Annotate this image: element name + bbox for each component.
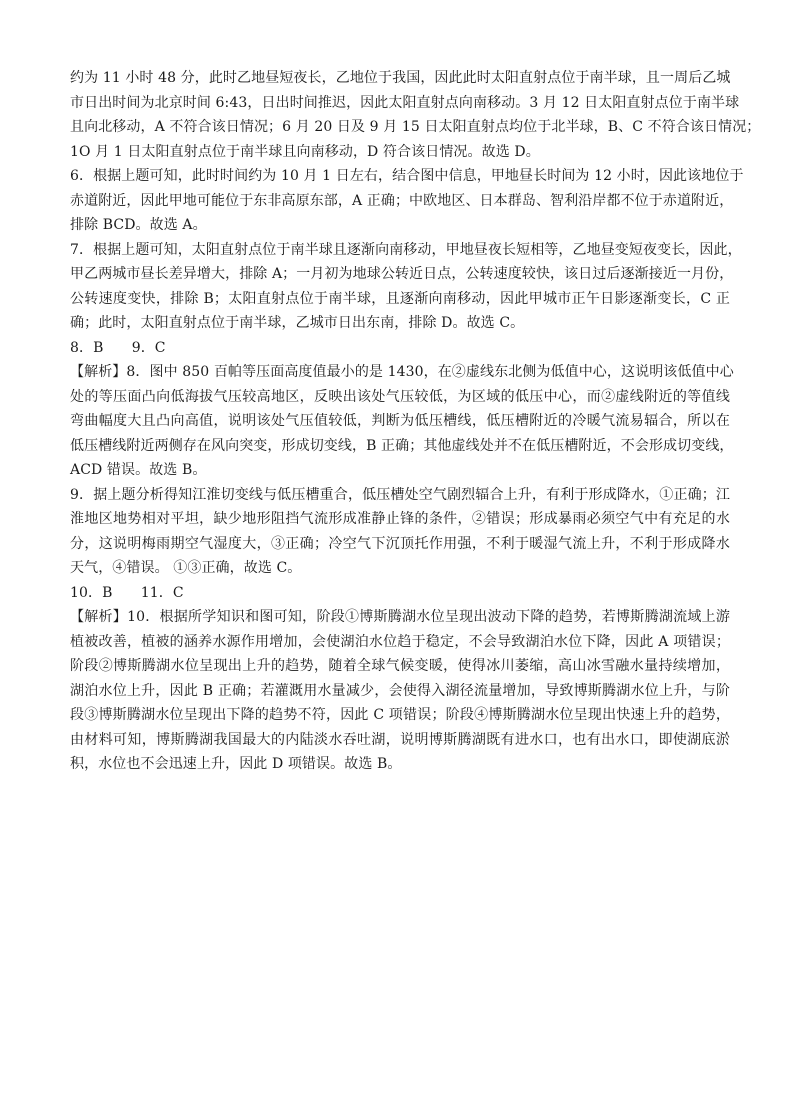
text-line: 确；此时，太阳直射点位于南半球，乙城市日出东南，排除 D。故选 C。 xyxy=(70,315,525,331)
text-line: 市日出时间为北京时间 6:43，日出时间推迟，因此太阳直射点向南移动。3 月 12 日太阳直射点位于南半球 xyxy=(70,94,740,111)
text-line: 且向北移动，A 不符合该日情况；6 月 20 日及 9 月 15 日太阳直射点均位于北半球，B、C 不符合该日情况； xyxy=(70,119,761,135)
text-line: 处的等压面凸向低海拔气压较高地区，反映出该处气压较低，为区域的低压中心，而②虚线附近的等值线 xyxy=(70,388,730,405)
text-line: 8．B 9．C xyxy=(70,339,166,356)
text-line: ACD 错误。故选 B。 xyxy=(70,462,207,478)
text-line: 湖泊水位上升，因此 B 正确；若灌溉用水量减少，会使得入湖径流量增加，导致博斯腾湖水位上升，与阶 xyxy=(70,682,730,699)
text-line: 1O 月 1 日太阳直射点位于南半球且向南移动，D 符合该日情况。故选 D。 xyxy=(70,143,540,160)
text-line: 赤道附近，因此甲地可能位于东非高原东部，A 正确；中欧地区、日本群岛、智利沿岸都不位于赤道附近， xyxy=(70,192,734,209)
text-line: 阶段②博斯腾湖水位呈现出上升的趋势，随着全球气候变暖，使得冰川萎缩，高山冰雪融水量持续增加， xyxy=(70,658,730,674)
text-line: 淮地区地势相对平坦，缺少地形阻挡气流形成准静止锋的条件，②错误；形成暴雨必须空气中有充足的水 xyxy=(70,511,730,527)
text-line: 弯曲幅度大且凸向高值，说明该处气压值较低，判断为低压槽线，低压槽附近的冷暖气流易辐合，所以在 xyxy=(70,413,730,429)
text-line: 甲乙两城市昼长差异增大，排除 A；一月初为地球公转近日点，公转速度较快，该日过后逐渐接近一月份， xyxy=(70,266,734,282)
text-line: 【解析】8．图中 850 百帕等压面高度值最小的是 1430，在②虚线东北侧为低值中心，这说明该低值中心 xyxy=(70,364,734,380)
text-line: 排除 BCD。故选 A。 xyxy=(70,217,207,233)
text-line: 植被改善，植被的涵养水源作用增加，会使湖泊水位趋于稳定，不会导致湖泊水位下降，因此 A 项错误； xyxy=(70,633,730,650)
text-line: 公转速度变快，排除 B；太阳直射点位于南半球，且逐渐向南移动，因此甲城市正午日影逐渐变长，C 正 xyxy=(70,290,730,307)
answer-explanation-text xyxy=(70,66,761,777)
text-line: 积，水位也不会迅速上升，因此 D 项错误。故选 B。 xyxy=(70,756,402,772)
text-line: 6．根据上题可知，此时时间约为 10 月 1 日左右，结合图中信息，甲地昼长时间为 12 小时，因此该地位于 xyxy=(70,168,744,184)
text-line: 低压槽线附近两侧存在风向突变，形成切变线，B 正确；其他虚线处并不在低压槽附近，不会形成切变线， xyxy=(70,437,734,454)
text-line: 【解析】10．根据所学知识和图可知，阶段①博斯腾湖水位呈现出波动下降的趋势，若博斯腾湖流域上游 xyxy=(70,609,730,625)
text-line: 9．据上题分析得知江淮切变线与低压槽重合，低压槽处空气剧烈辐合上升，有利于形成降水，①正确；江 xyxy=(70,486,730,503)
text-line: 约为 11 小时 48 分，此时乙地昼短夜长，乙地位于我国，因此此时太阳直射点位于南半球，且一周后乙城 xyxy=(70,70,731,86)
text-line: 由材料可知，博斯腾湖我国最大的内陆淡水吞吐湖，说明博斯腾湖既有进水口，也有出水口，即使湖底淤 xyxy=(70,731,730,748)
text-line: 7．根据上题可知，太阳直射点位于南半球且逐渐向南移动，甲地昼夜长短相等，乙地昼变短夜变长，因此， xyxy=(70,241,742,258)
text-line: 10．B 11．C xyxy=(70,584,184,601)
text-line: 天气，④错误。 ①③正确，故选 C。 xyxy=(70,560,302,576)
text-line: 分，这说明梅雨期空气湿度大，③正确；冷空气下沉顶托作用强，不利于暖湿气流上升，不利于形成降水 xyxy=(70,535,730,552)
text-line: 段③博斯腾湖水位呈现出下降的趋势不符，因此 C 项错误；阶段④博斯腾湖水位呈现出快速上升的趋势， xyxy=(70,707,730,723)
